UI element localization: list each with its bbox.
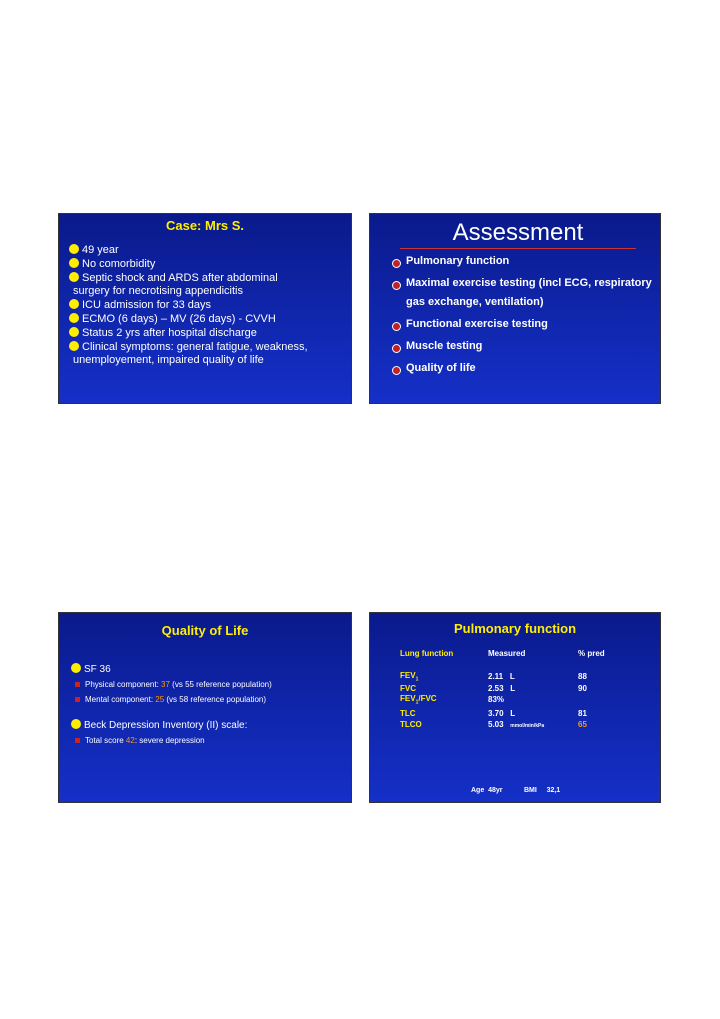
list-item: 49 year xyxy=(69,244,349,257)
bullet-icon xyxy=(69,299,79,309)
list-item: Clinical symptoms: general fatigue, weakness, unemployement, impaired quality of life xyxy=(69,341,349,367)
case-list xyxy=(69,244,349,368)
slide-quality-of-life xyxy=(58,612,352,803)
footer-bmi: BMI 32,1 xyxy=(524,787,561,794)
square-bullet-icon xyxy=(75,682,80,687)
qol-list xyxy=(71,663,351,748)
list-subitem: Physical component: 37 (vs 55 reference population) xyxy=(71,677,351,692)
list-item: Quality of life xyxy=(392,362,658,374)
bullet-icon xyxy=(71,719,81,729)
bullet-icon xyxy=(392,322,401,331)
list-item: Status 2 yrs after hospital discharge xyxy=(69,327,349,340)
bullet-icon xyxy=(392,366,401,375)
bullet-icon xyxy=(71,663,81,673)
table-row: FVC 2.53 L 90 xyxy=(400,683,587,693)
square-bullet-icon xyxy=(75,738,80,743)
square-bullet-icon xyxy=(75,697,80,702)
bullet-icon xyxy=(69,341,79,351)
bullet-icon xyxy=(69,327,79,337)
list-item: Functional exercise testing xyxy=(392,318,658,330)
list-item: Beck Depression Inventory (II) scale: xyxy=(71,719,351,731)
slide-title: Case: Mrs S. xyxy=(165,218,245,233)
slide-pulmonary-function xyxy=(369,612,661,803)
list-item: Muscle testing xyxy=(392,340,658,352)
table-row: TLC 3.70 L 81 xyxy=(400,709,587,719)
list-item: Septic shock and ARDS after abdominal surgery for necrotising appendicitis xyxy=(69,272,349,298)
slide-assessment xyxy=(369,213,661,404)
list-subitem: Mental component: 25 (vs 58 reference population) xyxy=(71,692,351,707)
table-row: TLCO 5.03 mmol/min/kPa 65 xyxy=(400,720,587,730)
bullet-icon xyxy=(69,272,79,282)
slide-title: Quality of Life xyxy=(161,623,249,638)
list-item: ECMO (6 days) – MV (26 days) - CVVH xyxy=(69,313,349,326)
list-item: ICU admission for 33 days xyxy=(69,299,349,312)
table-row: $FEV_1$ 2.11 L 88 xyxy=(400,671,587,683)
slide-title: Pulmonary function xyxy=(453,621,577,636)
list-item: Maximal exercise testing (incl ECG, respiratory xyxy=(392,277,658,289)
footer-age: Age 48yr xyxy=(471,787,503,794)
slide-title: Assessment xyxy=(452,219,584,246)
bullet-icon xyxy=(69,313,79,323)
table-header: Lung function Measured % pred xyxy=(400,649,605,658)
list-item: SF 36 xyxy=(71,663,351,675)
assessment-list xyxy=(392,253,658,374)
list-item: Pulmonary function xyxy=(392,255,658,267)
list-item-continuation: gas exchange, ventilation) xyxy=(406,296,544,308)
title-divider xyxy=(400,248,636,249)
bullet-icon xyxy=(69,258,79,268)
list-subitem: Total score 42: severe depression xyxy=(71,733,351,748)
lung-function-table xyxy=(400,648,605,730)
bullet-icon xyxy=(392,344,401,353)
bullet-icon xyxy=(392,259,401,268)
slide-case xyxy=(58,213,352,404)
bullet-icon xyxy=(392,281,401,290)
table-row: $FEV_1$/FVC 83% xyxy=(400,693,505,706)
bullet-icon xyxy=(69,244,79,254)
list-item: No comorbidity xyxy=(69,258,349,271)
